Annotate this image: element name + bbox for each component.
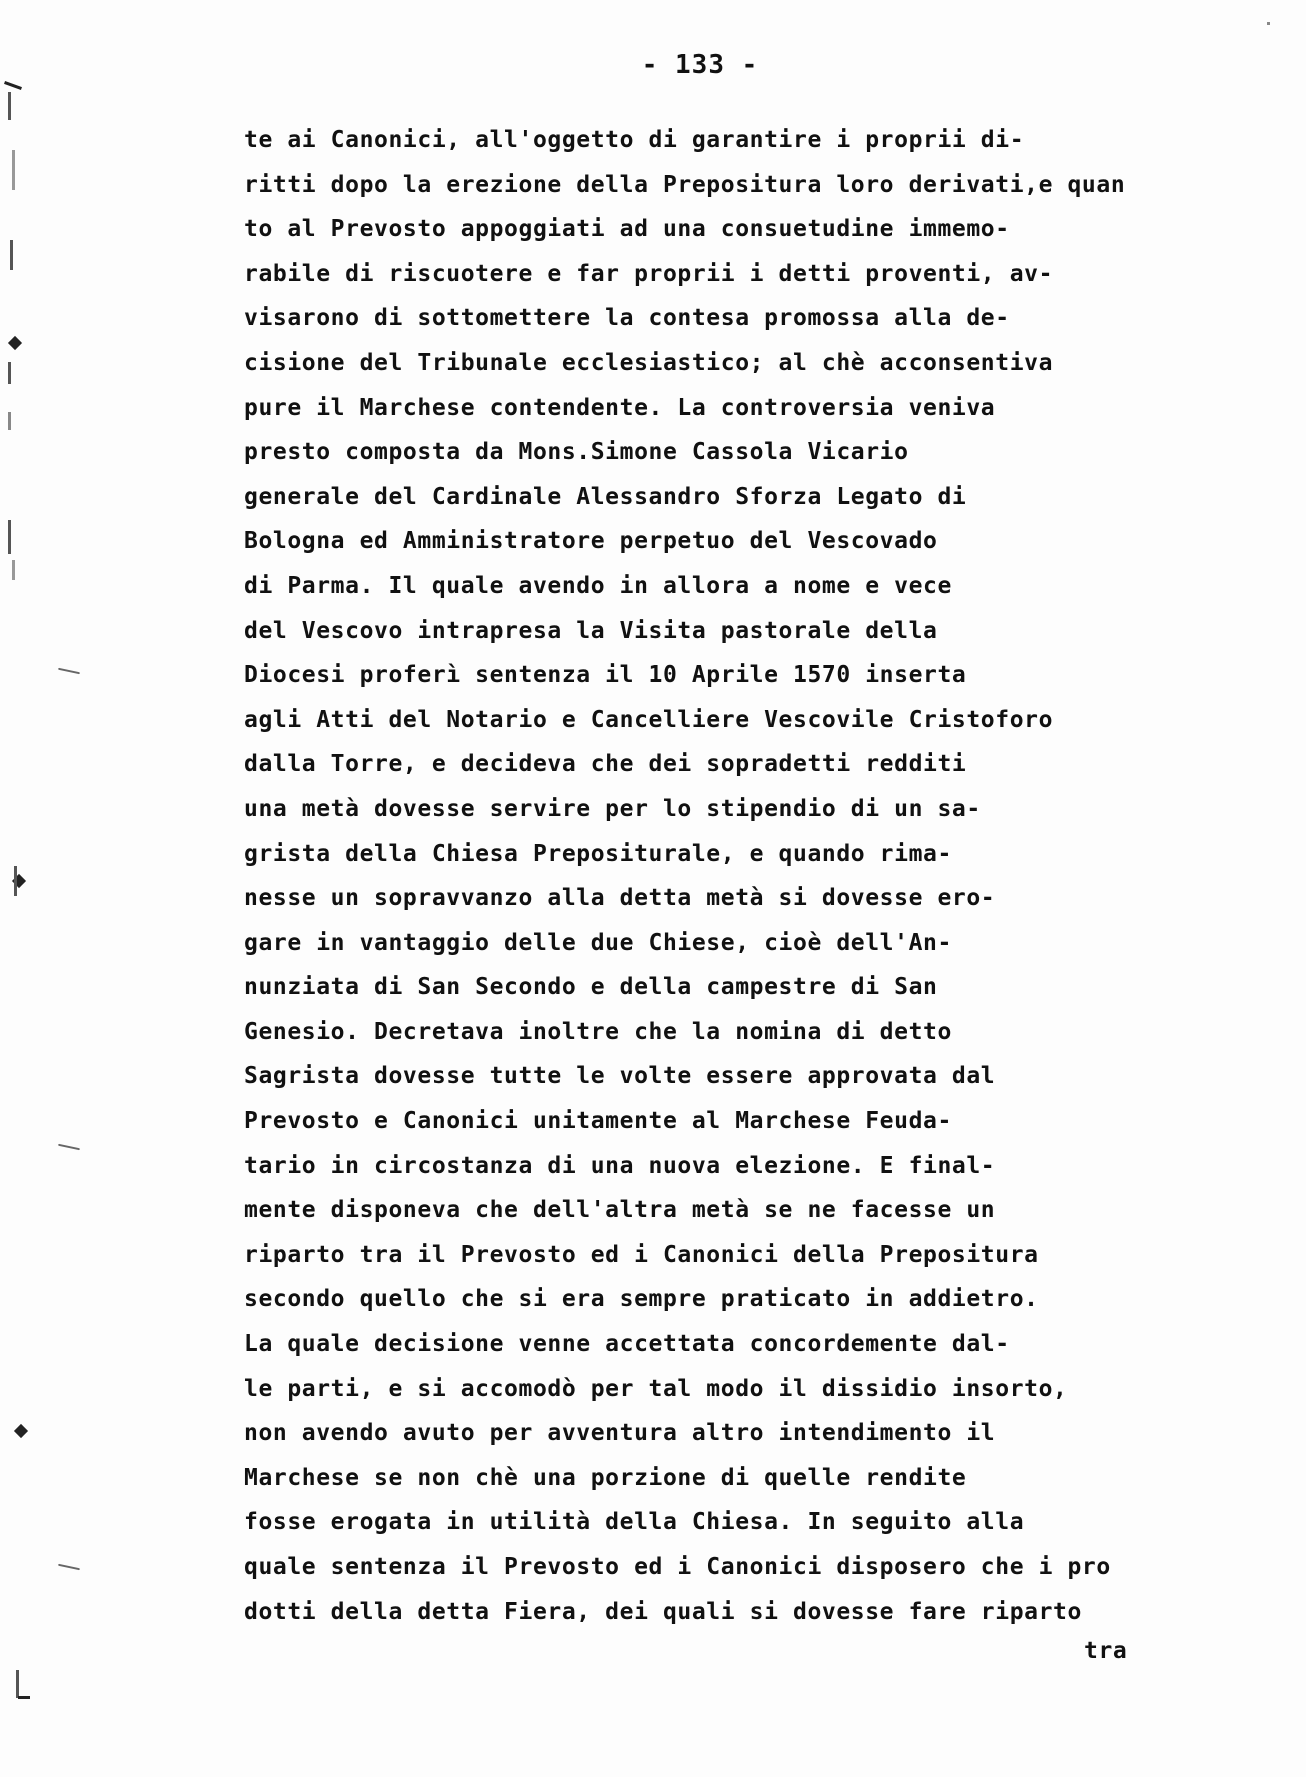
margin-mark-bottom <box>18 1696 30 1699</box>
margin-tick <box>8 92 11 120</box>
text-line: mente disponeva che dell'altra metà se ne facesse un <box>244 1197 996 1224</box>
text-line: generale del Cardinale Alessandro Sforza Legato di <box>244 483 967 510</box>
margin-tick <box>8 412 11 430</box>
text-line: dalla Torre, e decideva che dei sopradetti redditi <box>244 751 967 778</box>
text-line: quale sentenza il Prevosto ed i Canonici disposero che i pro <box>244 1554 1111 1580</box>
text-line: gare in vantaggio delle due Chiese, cioè dell'An- <box>244 929 952 956</box>
text-line: Marchese se non chè una porzione di quelle rendite <box>244 1464 967 1491</box>
text-line: Diocesi proferì sentenza il 10 Aprile 1570 inserta <box>244 662 967 689</box>
text-line: ritti dopo la erezione della Prepositura loro derivati,e quan <box>244 171 1126 198</box>
text-line: to al Prevosto appoggiati ad una consuetudine immemo- <box>244 216 1010 243</box>
text-line: Bologna ed Amministratore perpetuo del Vescovado <box>244 528 938 555</box>
text-line: Genesio. Decretava inoltre che la nomina di detto <box>244 1018 952 1045</box>
margin-tick <box>10 240 13 270</box>
text-line: te ai Canonici, all'oggetto di garantire i proprii di- <box>244 127 1025 153</box>
text-line: riparto tra il Prevosto ed i Canonici della Prepositura <box>244 1241 1039 1268</box>
text-line: di Parma. Il quale avendo in allora a nome e vece <box>244 572 952 599</box>
text-line: agli Atti del Notario e Cancelliere Vescovile Cristoforo <box>244 706 1054 733</box>
text-line: fosse erogata in utilità della Chiesa. In seguito alla <box>244 1509 1025 1536</box>
margin-dash <box>58 1564 80 1571</box>
text-line: non avendo avuto per avventura altro intendimento il <box>244 1420 996 1447</box>
text-line: secondo quello che si era sempre praticato in addietro. <box>244 1286 1039 1313</box>
text-line: grista della Chiesa Prepositurale, e quando rima- <box>244 840 952 867</box>
margin-tick <box>8 362 11 384</box>
margin-mark-arrow <box>14 1424 28 1438</box>
text-line: rabile di riscuotere e far proprii i detti proventi, av- <box>244 260 1054 287</box>
text-line: una metà dovesse servire per lo stipendio di un sa- <box>244 795 981 822</box>
text-line: nunziata di San Secondo e della campestre di San <box>244 974 938 1001</box>
margin-dash <box>58 668 80 675</box>
text-line: tario in circostanza di una nuova elezione. E final- <box>244 1152 996 1179</box>
catchword: tra <box>1084 1638 1128 1664</box>
margin-tick <box>8 520 11 554</box>
text-line: pure il Marchese contendente. La controversia veniva <box>244 394 996 421</box>
margin-tick <box>14 866 17 896</box>
scan-speck <box>1267 22 1270 25</box>
margin-tick <box>16 1670 19 1698</box>
text-line: visarono di sottomettere la contesa promossa alla de- <box>244 305 1010 332</box>
text-line: Sagrista dovesse tutte le volte essere approvata dal <box>244 1063 996 1090</box>
text-line: le parti, e si accomodò per tal modo il dissidio insorto, <box>244 1375 1068 1402</box>
body-text <box>244 118 1244 1634</box>
margin-tick <box>12 560 15 580</box>
margin-mark-top <box>4 81 22 90</box>
text-line: dotti della detta Fiera, dei quali si dovesse fare riparto <box>244 1598 1082 1625</box>
text-line: La quale decisione venne accettata concordemente dal- <box>244 1331 1010 1358</box>
page-number: - 133 - <box>641 50 759 80</box>
text-line: del Vescovo intrapresa la Visita pastorale della <box>244 617 938 644</box>
margin-tick <box>12 150 15 190</box>
margin-mark-diamond <box>8 336 22 350</box>
text-line: presto composta da Mons.Simone Cassola Vicario <box>244 439 909 466</box>
text-line: cisione del Tribunale ecclesiastico; al chè acconsentiva <box>244 349 1054 376</box>
text-line: Prevosto e Canonici unitamente al Marchese Feuda- <box>244 1108 952 1135</box>
text-line: nesse un sopravvanzo alla detta metà si dovesse ero- <box>244 885 996 912</box>
margin-dash <box>58 1144 80 1151</box>
